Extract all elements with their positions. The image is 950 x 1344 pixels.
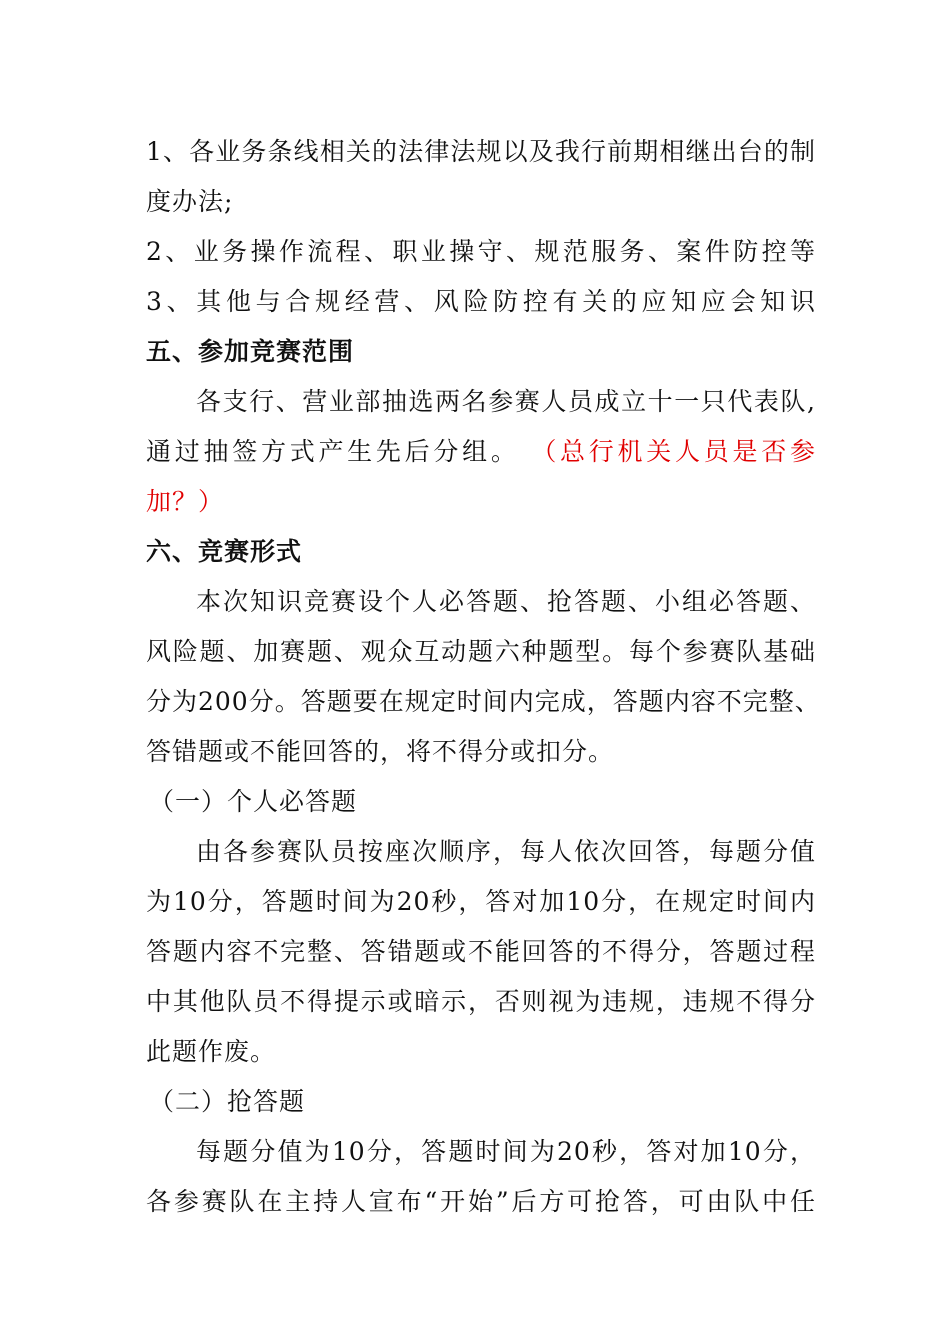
text-line-base-score: 分为200分。答题要在规定时间内完成，答题内容不完整、	[146, 687, 821, 716]
text-line-grouping-with-note	[146, 437, 816, 467]
text-line-business-process: 2、业务操作流程、职业操守、规范服务、案件防控等	[146, 237, 816, 266]
highlighted-question-note: （总行机关人员是否参	[531, 437, 816, 466]
text-line-deduction: 答错题或不能回答的，将不得分或扣分。	[146, 737, 615, 766]
section-heading-scope: 五、参加竞赛范围	[146, 337, 355, 366]
text-line-law-regulations: 1、各业务条线相关的法律法规以及我行前期相继出台的制	[146, 137, 816, 166]
text-line-question-types-2: 风险题、加赛题、观众互动题六种题型。每个参赛队基础	[146, 637, 816, 666]
subheading-buzzer-questions: （二）抢答题	[149, 1087, 306, 1116]
text-line-team-selection: 各支行、营业部抽选两名参赛人员成立十一只代表队,	[196, 387, 816, 416]
text-line-individual-rules-2: 为10分，答题时间为20秒，答对加10分，在规定时间内	[146, 887, 816, 916]
highlighted-question-note-end: 加？）	[146, 487, 225, 516]
section-heading-format: 六、竞赛形式	[146, 537, 303, 566]
text-line-individual-rules-1: 由各参赛队员按座次顺序，每人依次回答，每题分值	[196, 837, 816, 866]
text-line-buzzer-rules-1: 每题分值为10分，答题时间为20秒，答对加10分，	[196, 1137, 816, 1166]
text-line-methods: 度办法;	[146, 187, 234, 216]
text-grouping: 通过抽签方式产生先后分组。	[146, 437, 520, 466]
text-line-individual-rules-5: 此题作废。	[146, 1037, 277, 1066]
text-line-compliance-knowledge: 3、其他与合规经营、风险防控有关的应知应会知识	[146, 287, 816, 316]
text-line-buzzer-rules-2: 各参赛队在主持人宣布“开始”后方可抢答，可由队中任	[146, 1187, 816, 1216]
text-line-individual-rules-3: 答题内容不完整、答错题或不能回答的不得分，答题过程	[146, 937, 816, 966]
text-line-individual-rules-4: 中其他队员不得提示或暗示，否则视为违规，违规不得分	[146, 987, 816, 1016]
subheading-individual-questions: （一）个人必答题	[149, 787, 358, 816]
text-line-question-types-1: 本次知识竞赛设个人必答题、抢答题、小组必答题、	[196, 587, 816, 616]
